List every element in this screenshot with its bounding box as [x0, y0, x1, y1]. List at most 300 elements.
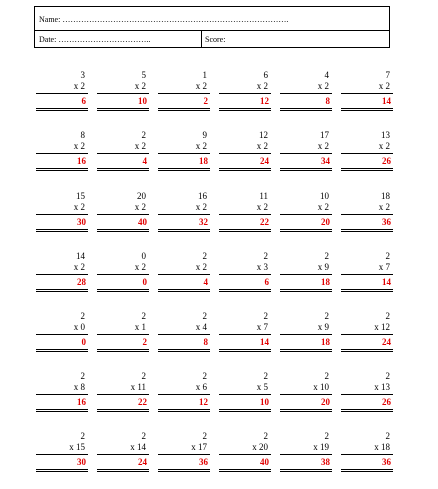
answer: 4 — [142, 156, 147, 166]
problem-item — [341, 251, 393, 309]
answer-rule-bottom — [341, 351, 393, 352]
problem-item — [219, 191, 271, 249]
operation-rule — [158, 214, 210, 215]
operation-rule — [280, 334, 332, 335]
answer: 36 — [382, 217, 391, 227]
problem-item — [158, 371, 210, 429]
problem-item — [219, 251, 271, 309]
multiplier: x 2 — [73, 81, 85, 91]
multiplicand: 2 — [202, 311, 207, 321]
multiplicand: 11 — [259, 191, 268, 201]
answer: 2 — [203, 96, 208, 106]
multiplier: x 14 — [130, 442, 146, 452]
answer-rule-bottom — [341, 110, 393, 111]
answer-rule-top — [97, 409, 149, 410]
answer: 0 — [81, 337, 86, 347]
answer-rule-bottom — [341, 471, 393, 472]
operation-rule — [36, 93, 88, 94]
problem-item — [97, 130, 149, 188]
date-score-row — [35, 31, 389, 48]
problem-item — [341, 371, 393, 429]
problem-item — [280, 130, 332, 188]
answer: 18 — [321, 277, 330, 287]
multiplier: x 9 — [317, 262, 329, 272]
answer: 12 — [199, 397, 208, 407]
multiplicand: 6 — [263, 70, 268, 80]
answer: 20 — [321, 217, 330, 227]
answer: 12 — [260, 96, 269, 106]
answer: 22 — [260, 217, 269, 227]
multiplicand: 2 — [80, 431, 85, 441]
answer: 18 — [199, 156, 208, 166]
answer-rule-bottom — [36, 110, 88, 111]
answer-rule-top — [341, 229, 393, 230]
answer: 24 — [382, 337, 391, 347]
problem-item — [36, 371, 88, 429]
problem-item — [97, 251, 149, 309]
problem-item — [158, 311, 210, 369]
answer: 4 — [203, 277, 208, 287]
problem-item — [36, 130, 88, 188]
answer-rule-top — [97, 168, 149, 169]
problem-item — [158, 431, 210, 489]
answer-rule-top — [158, 349, 210, 350]
problem-item — [158, 251, 210, 309]
problem-item — [280, 191, 332, 249]
score-field[interactable]: Score: — [205, 35, 226, 44]
multiplicand: 2 — [263, 371, 268, 381]
operation-rule — [158, 153, 210, 154]
answer: 16 — [77, 397, 86, 407]
multiplier: x 11 — [130, 382, 146, 392]
problem-item — [219, 70, 271, 128]
multiplier: x 2 — [317, 141, 329, 151]
answer-rule-top — [341, 349, 393, 350]
multiplier: x 5 — [256, 382, 268, 392]
multiplicand: 2 — [263, 251, 268, 261]
multiplier: x 2 — [256, 202, 268, 212]
multiplicand: 4 — [324, 70, 329, 80]
problem-item — [219, 130, 271, 188]
multiplier: x 17 — [191, 442, 207, 452]
multiplier: x 2 — [134, 202, 146, 212]
multiplier: x 2 — [378, 141, 390, 151]
answer-rule-bottom — [36, 291, 88, 292]
answer-rule-top — [341, 168, 393, 169]
multiplicand: 16 — [198, 191, 207, 201]
answer-rule-bottom — [219, 231, 271, 232]
multiplier: x 2 — [256, 141, 268, 151]
answer-rule-bottom — [341, 231, 393, 232]
multiplicand: 2 — [385, 251, 390, 261]
problem-item — [219, 371, 271, 429]
multiplicand: 2 — [324, 251, 329, 261]
multiplicand: 18 — [381, 191, 390, 201]
multiplicand: 5 — [141, 70, 146, 80]
operation-rule — [97, 394, 149, 395]
answer: 36 — [382, 457, 391, 467]
multiplier: x 1 — [134, 322, 146, 332]
multiplicand: 2 — [324, 371, 329, 381]
problem-item — [36, 251, 88, 309]
multiplier: x 2 — [134, 141, 146, 151]
answer-rule-top — [219, 108, 271, 109]
multiplier: x 2 — [195, 81, 207, 91]
multiplicand: 2 — [80, 311, 85, 321]
problem-item — [97, 431, 149, 489]
answer: 24 — [138, 457, 147, 467]
problem-item — [341, 70, 393, 128]
multiplier: x 9 — [317, 322, 329, 332]
multiplicand: 2 — [202, 251, 207, 261]
answer-rule-bottom — [36, 231, 88, 232]
multiplier: x 0 — [73, 322, 85, 332]
answer: 26 — [382, 156, 391, 166]
multiplier: x 4 — [195, 322, 207, 332]
problem-item — [158, 130, 210, 188]
answer-rule-bottom — [97, 471, 149, 472]
answer: 22 — [138, 397, 147, 407]
multiplicand: 14 — [76, 251, 85, 261]
operation-rule — [36, 394, 88, 395]
answer: 6 — [264, 277, 269, 287]
problem-item — [280, 431, 332, 489]
operation-rule — [341, 454, 393, 455]
answer-rule-top — [219, 409, 271, 410]
multiplicand: 2 — [263, 431, 268, 441]
problem-item — [97, 371, 149, 429]
problem-item — [341, 311, 393, 369]
problem-item — [341, 191, 393, 249]
answer-rule-bottom — [219, 351, 271, 352]
answer-rule-bottom — [219, 291, 271, 292]
answer-rule-top — [341, 469, 393, 470]
multiplier: x 2 — [378, 202, 390, 212]
answer-rule-top — [219, 168, 271, 169]
multiplicand: 2 — [324, 431, 329, 441]
answer-rule-bottom — [280, 471, 332, 472]
answer-rule-bottom — [158, 291, 210, 292]
answer-rule-bottom — [280, 411, 332, 412]
answer-rule-bottom — [97, 351, 149, 352]
multiplier: x 7 — [256, 322, 268, 332]
answer-rule-bottom — [158, 170, 210, 171]
multiplier: x 2 — [378, 81, 390, 91]
answer: 14 — [260, 337, 269, 347]
answer-rule-top — [280, 229, 332, 230]
multiplicand: 2 — [263, 311, 268, 321]
problem-item — [158, 70, 210, 128]
answer: 40 — [138, 217, 147, 227]
multiplicand: 2 — [80, 371, 85, 381]
answer: 18 — [321, 337, 330, 347]
answer: 6 — [81, 96, 86, 106]
answer-rule-top — [97, 289, 149, 290]
header-box — [34, 6, 390, 48]
answer: 34 — [321, 156, 330, 166]
multiplier: x 2 — [73, 141, 85, 151]
multiplicand: 2 — [141, 371, 146, 381]
answer-rule-top — [158, 108, 210, 109]
operation-rule — [280, 153, 332, 154]
answer-rule-bottom — [97, 231, 149, 232]
answer-rule-bottom — [36, 351, 88, 352]
answer-rule-top — [219, 229, 271, 230]
operation-rule — [158, 394, 210, 395]
multiplier: x 7 — [378, 262, 390, 272]
answer-rule-top — [36, 469, 88, 470]
operation-rule — [36, 153, 88, 154]
answer: 24 — [260, 156, 269, 166]
answer: 38 — [321, 457, 330, 467]
answer: 2 — [142, 337, 147, 347]
problem-item — [219, 311, 271, 369]
operation-rule — [280, 274, 332, 275]
answer-rule-top — [36, 409, 88, 410]
answer-rule-bottom — [36, 411, 88, 412]
answer-rule-bottom — [219, 411, 271, 412]
operation-rule — [280, 214, 332, 215]
answer-rule-top — [158, 469, 210, 470]
problem-item — [36, 70, 88, 128]
operation-rule — [219, 214, 271, 215]
answer-rule-bottom — [280, 351, 332, 352]
answer: 30 — [77, 217, 86, 227]
operation-rule — [219, 153, 271, 154]
answer-rule-top — [158, 168, 210, 169]
answer-rule-bottom — [219, 110, 271, 111]
problem-item — [280, 70, 332, 128]
answer-rule-bottom — [97, 170, 149, 171]
problem-item — [280, 371, 332, 429]
operation-rule — [97, 214, 149, 215]
multiplier: x 2 — [134, 262, 146, 272]
answer-rule-bottom — [158, 411, 210, 412]
multiplicand: 17 — [320, 130, 329, 140]
answer: 8 — [203, 337, 208, 347]
multiplier: x 15 — [69, 442, 85, 452]
answer: 20 — [321, 397, 330, 407]
answer-rule-top — [219, 289, 271, 290]
answer-rule-top — [36, 349, 88, 350]
answer-rule-top — [280, 108, 332, 109]
multiplicand: 10 — [320, 191, 329, 201]
problem-item — [36, 431, 88, 489]
multiplicand: 2 — [385, 311, 390, 321]
multiplicand: 1 — [202, 70, 207, 80]
answer-rule-top — [36, 168, 88, 169]
answer-rule-top — [280, 409, 332, 410]
operation-rule — [280, 394, 332, 395]
name-row — [35, 7, 389, 31]
answer-rule-bottom — [280, 231, 332, 232]
answer: 36 — [199, 457, 208, 467]
multiplier: x 8 — [73, 382, 85, 392]
operation-rule — [219, 334, 271, 335]
multiplicand: 7 — [385, 70, 390, 80]
multiplicand: 2 — [202, 371, 207, 381]
multiplier: x 12 — [374, 322, 390, 332]
multiplicand: 2 — [141, 431, 146, 441]
operation-rule — [341, 274, 393, 275]
operation-rule — [219, 93, 271, 94]
answer-rule-top — [36, 289, 88, 290]
answer-rule-top — [341, 409, 393, 410]
multiplicand: 12 — [259, 130, 268, 140]
operation-rule — [341, 153, 393, 154]
operation-rule — [36, 454, 88, 455]
operation-rule — [280, 454, 332, 455]
answer-rule-bottom — [36, 170, 88, 171]
answer-rule-bottom — [341, 411, 393, 412]
problem-item — [36, 191, 88, 249]
multiplier: x 13 — [374, 382, 390, 392]
problem-item — [97, 191, 149, 249]
operation-rule — [158, 334, 210, 335]
answer: 32 — [199, 217, 208, 227]
multiplicand: 8 — [80, 130, 85, 140]
multiplicand: 0 — [141, 251, 146, 261]
answer-rule-top — [97, 469, 149, 470]
multiplicand: 13 — [381, 130, 390, 140]
multiplier: x 6 — [195, 382, 207, 392]
problem-item — [219, 431, 271, 489]
multiplicand: 2 — [141, 130, 146, 140]
operation-rule — [341, 334, 393, 335]
multiplier: x 10 — [313, 382, 329, 392]
problem-item — [341, 130, 393, 188]
operation-rule — [97, 274, 149, 275]
multiplicand: 2 — [324, 311, 329, 321]
multiplier: x 2 — [73, 262, 85, 272]
problem-item — [280, 311, 332, 369]
operation-rule — [158, 454, 210, 455]
operation-rule — [158, 93, 210, 94]
multiplicand: 9 — [202, 130, 207, 140]
multiplier: x 2 — [256, 81, 268, 91]
operation-rule — [280, 93, 332, 94]
answer: 40 — [260, 457, 269, 467]
problem-item — [36, 311, 88, 369]
answer-rule-top — [280, 469, 332, 470]
multiplier: x 2 — [195, 141, 207, 151]
multiplier: x 18 — [374, 442, 390, 452]
multiplier: x 19 — [313, 442, 329, 452]
answer-rule-top — [280, 168, 332, 169]
operation-rule — [219, 454, 271, 455]
operation-rule — [158, 274, 210, 275]
answer-rule-bottom — [280, 170, 332, 171]
answer: 10 — [138, 96, 147, 106]
multiplier: x 2 — [195, 262, 207, 272]
operation-rule — [36, 334, 88, 335]
operation-rule — [219, 394, 271, 395]
multiplier: x 2 — [134, 81, 146, 91]
multiplicand: 2 — [141, 311, 146, 321]
operation-rule — [36, 274, 88, 275]
answer-rule-top — [280, 289, 332, 290]
operation-rule — [97, 153, 149, 154]
answer-rule-top — [158, 409, 210, 410]
answer-rule-bottom — [341, 170, 393, 171]
answer-rule-top — [219, 349, 271, 350]
multiplicand: 2 — [385, 371, 390, 381]
problem-item — [97, 70, 149, 128]
multiplier: x 3 — [256, 262, 268, 272]
answer-rule-bottom — [36, 471, 88, 472]
answer: 10 — [260, 397, 269, 407]
operation-rule — [97, 93, 149, 94]
answer-rule-bottom — [219, 471, 271, 472]
answer-rule-bottom — [97, 411, 149, 412]
answer-rule-top — [341, 289, 393, 290]
multiplicand: 20 — [137, 191, 146, 201]
answer-rule-top — [97, 349, 149, 350]
answer: 28 — [77, 277, 86, 287]
answer: 26 — [382, 397, 391, 407]
answer-rule-top — [158, 289, 210, 290]
operation-rule — [341, 93, 393, 94]
answer: 14 — [382, 277, 391, 287]
problem-item — [341, 431, 393, 489]
answer: 30 — [77, 457, 86, 467]
multiplicand: 3 — [80, 70, 85, 80]
multiplicand: 2 — [385, 431, 390, 441]
answer: 8 — [325, 96, 330, 106]
date-field[interactable]: Date: …………………………….. — [39, 35, 151, 44]
answer-rule-top — [97, 108, 149, 109]
answer-rule-top — [36, 229, 88, 230]
answer-rule-bottom — [219, 170, 271, 171]
answer-rule-bottom — [158, 110, 210, 111]
multiplier: x 2 — [317, 202, 329, 212]
header-divider — [201, 31, 202, 48]
operation-rule — [341, 214, 393, 215]
answer-rule-bottom — [341, 291, 393, 292]
answer-rule-bottom — [158, 231, 210, 232]
operation-rule — [97, 454, 149, 455]
multiplier: x 2 — [73, 202, 85, 212]
answer-rule-bottom — [158, 471, 210, 472]
multiplier: x 2 — [195, 202, 207, 212]
answer-rule-top — [219, 469, 271, 470]
answer: 16 — [77, 156, 86, 166]
answer-rule-bottom — [280, 110, 332, 111]
operation-rule — [219, 274, 271, 275]
multiplicand: 2 — [202, 431, 207, 441]
name-field[interactable]: Name: …………………………………………………………………………. — [39, 15, 289, 24]
multiplier: x 2 — [317, 81, 329, 91]
answer-rule-bottom — [158, 351, 210, 352]
operation-rule — [36, 214, 88, 215]
answer: 0 — [142, 277, 147, 287]
answer-rule-bottom — [280, 291, 332, 292]
problem-item — [97, 311, 149, 369]
multiplier: x 20 — [252, 442, 268, 452]
answer-rule-top — [341, 108, 393, 109]
answer-rule-top — [158, 229, 210, 230]
answer-rule-top — [97, 229, 149, 230]
operation-rule — [341, 394, 393, 395]
answer-rule-bottom — [97, 110, 149, 111]
operation-rule — [97, 334, 149, 335]
multiplicand: 15 — [76, 191, 85, 201]
answer-rule-top — [36, 108, 88, 109]
answer-rule-top — [280, 349, 332, 350]
problem-item — [280, 251, 332, 309]
answer: 14 — [382, 96, 391, 106]
problem-item — [158, 191, 210, 249]
